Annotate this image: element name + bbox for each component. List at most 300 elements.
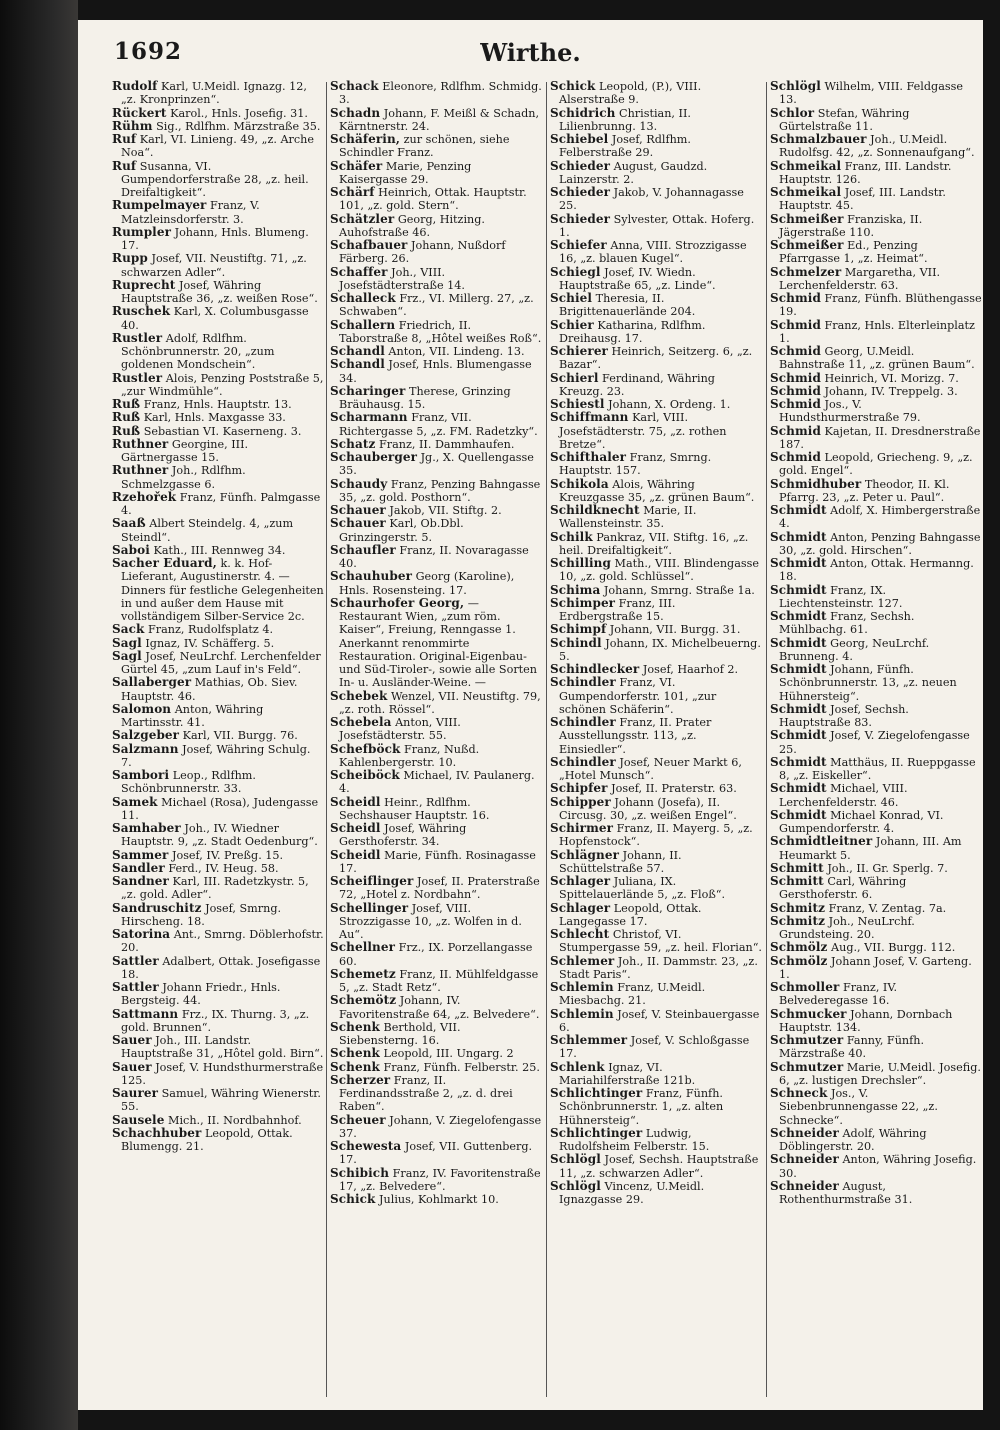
entry-surname: Salzgeber: [112, 728, 180, 743]
entry-details: Adolf, Rdlfhm. Schönbrunnerstr. 20, „zum goldenen Mondschein“.: [121, 331, 275, 372]
directory-entry: [112, 411, 324, 424]
entry-surname: Schmidhuber: [770, 476, 862, 491]
directory-entry: [550, 1180, 762, 1207]
directory-entry: [550, 411, 762, 451]
directory-entry: [770, 385, 982, 398]
directory-entry: [330, 690, 542, 717]
entry-details: Kath., III. Rennweg 34.: [153, 543, 286, 557]
entry-surname: Samek: [112, 794, 158, 809]
entry-details: Friedrich, II. Taborstraße 8, „Hôtel weißes Roß“.: [339, 318, 542, 345]
entry-details: Johann, X. Ordeng. 1.: [608, 398, 731, 411]
entry-surname: Sambori: [112, 768, 170, 782]
directory-entry: [330, 385, 542, 412]
entry-surname: Sammer: [112, 847, 169, 862]
entry-details: — Restaurant Wien, „zum röm. Kaiser“, Freiung, Renngasse 1. Anerkannt renommirte Restauration. Original-Eigenbau- und Süd-Tiroler-, sowie alle Sorten In- u. Ausländer-Weine. —: [339, 596, 537, 690]
entry-surname: Scherzer: [330, 1072, 391, 1087]
entry-details: Josef, Sechsh. Hauptstraße 83.: [779, 702, 909, 729]
directory-entry: [770, 1061, 982, 1088]
directory-entry: [550, 160, 762, 187]
entry-surname: Rupp: [112, 251, 148, 266]
entry-surname: Sattmann: [112, 1006, 179, 1021]
entry-details: Karol., Hnls. Josefig. 31.: [170, 106, 308, 120]
entry-surname: Salomon: [112, 701, 172, 716]
entry-surname: Schmitz: [770, 913, 826, 928]
directory-entry: [330, 186, 542, 213]
directory-entry: [550, 451, 762, 478]
entry-surname: Ruf: [112, 158, 137, 173]
entry-surname: Rumpler: [112, 224, 172, 239]
entry-details: Mich., II. Nordbahnhof.: [168, 1113, 302, 1127]
directory-entry: [112, 623, 324, 636]
directory-entry: [112, 676, 324, 703]
column-3: [550, 80, 762, 1400]
directory-entry: [770, 398, 982, 425]
directory-entry: [550, 955, 762, 982]
entry-details: Karl, VI. Linieng. 49, „z. Arche Noa“.: [121, 133, 314, 160]
directory-entry: [330, 213, 542, 240]
entry-details: Leopold, Ottak. Blumengg. 21.: [121, 1126, 293, 1153]
entry-details: Albert Steindelg. 4, „zum Steindl“.: [121, 517, 294, 544]
directory-entry: [550, 478, 762, 505]
directory-entry: [770, 875, 982, 902]
entry-surname: Schlägner: [550, 847, 620, 862]
directory-entry: [330, 597, 542, 690]
directory-entry: [112, 637, 324, 650]
entry-details: Karl, III. Radetzkystr. 5, „z. gold. Adler“.: [121, 875, 309, 902]
entry-details: Franz, Penzing Bahngasse 35, „z. gold. Posthorn“.: [339, 477, 541, 504]
entry-surname: Ruf: [112, 132, 137, 146]
entry-surname: Rückert: [112, 105, 167, 120]
column-divider: [546, 82, 547, 1397]
entry-surname: Schauhuber: [330, 569, 412, 584]
directory-entry: [550, 398, 762, 411]
directory-entry: [770, 981, 982, 1008]
directory-entry: [112, 464, 324, 491]
entry-details: Leopold, Ottak. Langegasse 17.: [559, 901, 702, 928]
entry-surname: Schauberger: [330, 450, 417, 464]
directory-entry: [770, 107, 982, 134]
entry-surname: Schenk: [330, 1019, 380, 1034]
directory-entry: [112, 729, 324, 742]
directory-entry: [112, 133, 324, 160]
entry-details: Alois, Währing Kreuzgasse 35, „z. grünen Baum“.: [559, 477, 755, 504]
entry-surname: Schmidt: [770, 728, 827, 743]
entry-details: Anton, Penzing Bahngasse 30, „z. gold. Hirschen“.: [779, 530, 981, 557]
directory-entry: [770, 319, 982, 346]
entry-details: Vincenz, U.Meidl. Ignazgasse 29.: [559, 1179, 705, 1206]
directory-entry: [770, 1008, 982, 1035]
directory-entry: [770, 239, 982, 266]
column-2: [330, 80, 542, 1400]
entry-details: Johann, Nußdorf Färberg. 26.: [339, 239, 506, 266]
entry-surname: Schilling: [550, 556, 611, 570]
directory-entry: [330, 319, 542, 346]
directory-entry: [550, 676, 762, 716]
entry-details: Wenzel, VII. Neustiftg. 79, „z. roth. Rössel“.: [339, 689, 541, 716]
directory-entry: [112, 796, 324, 823]
directory-entry: [112, 955, 324, 982]
entry-surname: Sacher Eduard,: [112, 556, 217, 570]
directory-entry: [330, 941, 542, 968]
entry-details: Franz, IX. Liechtensteinstr. 127.: [779, 583, 903, 610]
entry-surname: Schieder: [550, 185, 611, 199]
directory-entry: [330, 345, 542, 358]
entry-surname: Schauer: [330, 516, 386, 531]
entry-details: Josef, VII. Neustiftg. 71, „z. schwarzen Adler“.: [121, 252, 307, 279]
directory-entry: [112, 438, 324, 465]
entry-details: Julius, Kohlmarkt 10.: [379, 1193, 499, 1206]
directory-entry: [112, 902, 324, 929]
entry-details: k. k. Hof-Lieferant, Augustinerstr. 4. — Dinners für festliche Gelegenheiten in und außer dem Hause mit vollständigem Silber-Service 2c.: [121, 557, 324, 623]
directory-entry: [330, 358, 542, 385]
entry-surname: Schiegl: [550, 264, 601, 279]
directory-entry: [550, 239, 762, 266]
entry-surname: Schack: [330, 80, 379, 93]
entry-details: Franz, Hnls. Elterleinplatz 1.: [779, 318, 975, 345]
entry-details: Michael, IV. Paulanerg. 4.: [339, 769, 535, 796]
directory-entry: [330, 716, 542, 743]
entry-details: Leopold, Griecheng. 9, „z. gold. Engel“.: [779, 451, 973, 478]
entry-surname: Schlichtinger: [550, 1086, 643, 1100]
entry-surname: Schlenk: [550, 1059, 605, 1074]
entry-details: Heinr., Rdlfhm. Sechshauser Hauptstr. 16.: [339, 795, 490, 822]
directory-entry: [330, 133, 542, 160]
directory-entry: [770, 955, 982, 982]
entry-details: Josef, III. Landstr. Hauptstr. 45.: [779, 186, 946, 213]
entry-surname: Schick: [550, 80, 596, 93]
directory-entry: [330, 743, 542, 770]
entry-surname: Sausele: [112, 1112, 165, 1127]
directory-entry: [550, 1153, 762, 1180]
entry-details: Karl, Ob.Dbl. Grinzingerstr. 5.: [339, 517, 464, 544]
entry-details: Ignaz, IV. Schäfferg. 5.: [145, 636, 275, 650]
entry-surname: Schmidt: [770, 781, 827, 796]
entry-details: Franz, II. Dammhaufen.: [379, 437, 515, 451]
directory-entry: [770, 478, 982, 505]
entry-details: Marie, Fünfh. Rosinagasse 17.: [339, 848, 536, 875]
entry-details: Theodor, II. Kl. Pfarrg. 23, „z. Peter u. Paul“.: [779, 477, 950, 504]
directory-entry: [330, 1114, 542, 1141]
entry-surname: Schirmer: [550, 821, 614, 835]
directory-entry: [770, 835, 982, 862]
entry-details: Frz., VI. Millerg. 27, „z. Schwaben“.: [339, 292, 534, 319]
directory-entry: [550, 345, 762, 372]
entry-details: Josef, VIII. Strozzigasse 10, „z. Wolfen in d. Au“.: [339, 901, 522, 941]
entry-details: Josef, NeuLrchf. Lerchenfelder Gürtel 45, „zum Lauf in's Feld“.: [121, 649, 321, 676]
entry-surname: Schimpf: [550, 622, 607, 637]
entry-details: Anton, VIII. Josefstädterstr. 55.: [339, 716, 461, 743]
entry-surname: Schmitt: [770, 860, 824, 875]
entry-details: Therese, Grinzing Bräuhausg. 15.: [339, 384, 511, 411]
entry-details: Franz, VI. Gumpendorferstr. 101, „zur schönen Schäferin“.: [559, 676, 717, 716]
entry-details: Fanny, Fünfh. Märzstraße 40.: [779, 1034, 925, 1061]
directory-page: [78, 20, 983, 1410]
entry-details: Franz, Fünfh. Palmgasse 4.: [121, 490, 321, 517]
directory-entry: [112, 120, 324, 133]
entry-details: Franz, Smrng. Hauptstr. 157.: [559, 451, 712, 478]
column-1: [112, 80, 324, 1400]
entry-surname: Ruschek: [112, 304, 171, 319]
directory-entry: [112, 981, 324, 1008]
entry-details: Anton, Ottak. Hermanng. 18.: [779, 557, 974, 584]
directory-entry: [112, 398, 324, 411]
directory-entry: [550, 504, 762, 531]
entry-surname: Schmölz: [770, 940, 828, 955]
entry-details: Heinrich, Seitzerg. 6, „z. Bazar“.: [559, 345, 753, 372]
entry-surname: Schachhuber: [112, 1125, 202, 1140]
directory-entry: [330, 875, 542, 902]
entry-surname: Sandner: [112, 874, 169, 888]
page-title: Wirthe.: [480, 38, 581, 67]
directory-entry: [330, 544, 542, 571]
directory-entry: [112, 1034, 324, 1061]
entry-surname: Rustler: [112, 370, 163, 385]
entry-surname: Sattler: [112, 953, 159, 968]
entry-details: Franz, Hnls. Hauptstr. 13.: [143, 398, 292, 411]
directory-entry: [112, 305, 324, 332]
entry-details: Johann, Smrng. Straße 1a.: [603, 583, 755, 597]
entry-details: Franz, II. Ferdinandsstraße 2, „z. d. drei Raben“.: [339, 1073, 513, 1114]
entry-surname: Scheiflinger: [330, 874, 414, 888]
entry-surname: Schindler: [550, 675, 616, 690]
entry-details: Carl, Währing Gersthoferstr. 6.: [779, 875, 907, 902]
entry-details: Ferd., IV. Heug. 58.: [168, 861, 279, 875]
directory-entry: [770, 637, 982, 664]
entry-surname: Schmid: [770, 383, 821, 398]
entry-details: Michael, VIII. Lerchenfelderstr. 46.: [779, 782, 908, 809]
entry-details: Franz, II. Mayerg. 5, „z. Hopfenstock“.: [559, 822, 753, 849]
entry-details: Karl, VIII. Josefstädterstr. 75, „z. rothen Bretze“.: [559, 411, 727, 451]
entry-surname: Schlemin: [550, 980, 614, 994]
directory-entry: [330, 478, 542, 505]
directory-entry: [770, 133, 982, 160]
entry-details: Joh., II. Dammstr. 23, „z. Stadt Paris“.: [559, 954, 758, 981]
entry-surname: Ruprecht: [112, 277, 176, 292]
directory-entry: [330, 411, 542, 438]
entry-surname: Ruthner: [112, 436, 169, 451]
entry-surname: Schmidt: [770, 754, 827, 769]
directory-entry: [770, 292, 982, 319]
directory-entry: [770, 756, 982, 783]
entry-surname: Sattler: [112, 980, 159, 994]
directory-entry: [770, 1127, 982, 1154]
directory-entry: [550, 822, 762, 849]
entry-surname: Schemötz: [330, 993, 397, 1008]
entry-details: Frz., IX. Thurng. 3, „z. gold. Brunnen“.: [121, 1007, 310, 1034]
directory-entry: [550, 557, 762, 584]
entry-surname: Saurer: [112, 1086, 159, 1100]
entry-details: Leopold, (P.), VIII. Alserstraße 9.: [559, 80, 702, 107]
entry-details: Ant., Smrng. Döblerhofstr. 20.: [121, 928, 324, 955]
entry-details: Berthold, VII. Siebensterng. 16.: [339, 1020, 461, 1047]
entry-surname: Schlager: [550, 874, 611, 888]
entry-surname: Schemetz: [330, 966, 396, 981]
directory-entry: [770, 782, 982, 809]
directory-entry: [550, 1008, 762, 1035]
entry-surname: Rühm: [112, 118, 153, 133]
directory-entry: [112, 1061, 324, 1088]
entry-surname: Schindlecker: [550, 662, 640, 676]
entry-details: Joh., III. Landstr. Hauptstraße 31, „Hôtel gold. Birn“.: [121, 1034, 324, 1061]
entry-surname: Schiestl: [550, 397, 605, 411]
entry-surname: Sallaberger: [112, 675, 192, 690]
entry-details: Margaretha, VII. Lerchenfelderstr. 63.: [779, 265, 941, 292]
directory-entry: [112, 1008, 324, 1035]
entry-details: August, Gaudzd. Lainzerstr. 2.: [559, 159, 708, 186]
entry-details: Jos., V. Siebenbrunnengasse 22, „z. Schnecke“.: [779, 1087, 938, 1127]
entry-surname: Schaurhofer Georg,: [330, 595, 465, 610]
entry-details: Franz, III. Erdbergstraße 15.: [559, 596, 676, 623]
entry-surname: Schmoller: [770, 980, 840, 994]
entry-details: Johann, VII. Burgg. 31.: [609, 623, 741, 637]
entry-surname: Schärf: [330, 185, 375, 199]
entry-surname: Schmutzer: [770, 1059, 844, 1074]
entry-details: Leop., Rdlfhm. Schönbrunnerstr. 33.: [121, 769, 256, 796]
entry-details: Marie, Penzing Kaisergasse 29.: [339, 159, 472, 186]
entry-details: Jos., V. Hundsthurmerstraße 79.: [779, 398, 921, 425]
entry-details: Anton, VII. Lindeng. 13.: [388, 345, 525, 358]
entry-surname: Schiefer: [550, 238, 607, 252]
directory-entry: [112, 849, 324, 862]
entry-details: Michael (Rosa), Judengasse 11.: [121, 795, 319, 822]
entry-surname: Scharmann: [330, 410, 408, 425]
directory-entry: [770, 1087, 982, 1127]
entry-surname: Schatz: [330, 436, 376, 451]
entry-surname: Schmid: [770, 423, 821, 438]
entry-surname: Schilk: [550, 529, 593, 544]
entry-surname: Schmid: [770, 450, 821, 464]
entry-surname: Schindl: [550, 635, 602, 650]
directory-entry: [550, 213, 762, 240]
entry-details: Ferdinand, Währing Kreuzg. 23.: [559, 371, 715, 398]
entry-details: Franz, Fünfh. Schönbrunnerstr. 1, „z. alten Hühnersteig“.: [559, 1087, 724, 1127]
entry-surname: Schmidt: [770, 635, 827, 650]
entry-details: Mathias, Ob. Siev. Hauptstr. 46.: [121, 676, 298, 703]
entry-surname: Schmidt: [770, 662, 827, 676]
directory-entry: [550, 133, 762, 160]
entry-surname: Schneider: [770, 1125, 839, 1140]
entry-surname: Schmölz: [770, 953, 828, 968]
book-spine-shadow: [0, 0, 78, 1430]
entry-details: Josef, IV. Wiedn. Hauptstraße 65, „z. Linde“.: [559, 265, 716, 292]
entry-surname: Schindler: [550, 715, 616, 729]
directory-entry: [770, 729, 982, 756]
directory-entry: [112, 491, 324, 518]
directory-entry: [770, 345, 982, 372]
entry-details: Anton, Währing Josefig. 30.: [779, 1153, 977, 1180]
entry-surname: Schmidt: [770, 503, 827, 517]
directory-entry: [550, 292, 762, 319]
directory-entry: [330, 517, 542, 544]
directory-entry: [330, 451, 542, 478]
directory-entry: [770, 915, 982, 942]
entry-details: Franz, U.Meidl. Miesbachg. 21.: [559, 981, 706, 1008]
directory-entry: [550, 319, 762, 346]
entry-details: Pankraz, VII. Stiftg. 16, „z. heil. Dreifaltigkeit“.: [559, 530, 749, 557]
entry-details: Adalbert, Ottak. Josefigasse 18.: [121, 954, 321, 981]
entry-details: Franz, Sechsh. Mühlbachg. 61.: [779, 610, 915, 637]
directory-entry: [550, 756, 762, 783]
entry-surname: Schäfer: [330, 158, 383, 173]
entry-details: Joh., U.Meidl. Rudolfsg. 42, „z. Sonnenaufgang“.: [779, 133, 975, 160]
entry-details: Johann Friedr., Hnls. Bergsteig. 44.: [121, 981, 281, 1008]
entry-surname: Schafbauer: [330, 238, 408, 252]
entry-details: Josef, VII. Guttenberg. 17.: [339, 1140, 533, 1167]
entry-surname: Schmitz: [770, 900, 826, 915]
directory-entry: [770, 941, 982, 954]
directory-entry: [330, 968, 542, 995]
entry-surname: Rumpelmayer: [112, 198, 207, 213]
entry-surname: Schmidt: [770, 556, 827, 570]
entry-surname: Schlemer: [550, 953, 615, 968]
column-divider: [326, 82, 327, 1397]
entry-surname: Schieder: [550, 158, 611, 173]
directory-entry: [330, 849, 542, 876]
directory-entry: [112, 928, 324, 955]
entry-surname: Sandruschitz: [112, 900, 202, 915]
directory-entry: [112, 875, 324, 902]
entry-surname: Schebek: [330, 688, 388, 703]
entry-surname: Schneider: [770, 1178, 839, 1193]
entry-details: Josef, IV. Preßg. 15.: [171, 848, 284, 862]
entry-details: Eleonore, Rdlfhm. Schmidg. 3.: [339, 80, 542, 107]
directory-entry: [550, 663, 762, 676]
directory-entry: [330, 1061, 542, 1074]
directory-entry: [770, 862, 982, 875]
entry-details: Ignaz, VI. Mariahilferstraße 121b.: [559, 1060, 696, 1087]
entry-surname: Rudolf: [112, 80, 158, 93]
entry-details: Karl, VII. Burgg. 76.: [182, 729, 298, 743]
entry-surname: Schmelzer: [770, 264, 842, 279]
directory-entry: [330, 504, 542, 517]
directory-entry: [330, 1021, 542, 1048]
entry-surname: Ruthner: [112, 463, 169, 478]
entry-surname: Rzehořek: [112, 489, 177, 504]
entry-details: Ludwig, Rudolfsheim Felberstr. 15.: [559, 1126, 710, 1153]
entry-surname: Schellinger: [330, 900, 409, 915]
entry-details: Juliana, IX. Spittelauerlände 5, „z. Floß“.: [559, 875, 726, 902]
entry-surname: Schipper: [550, 794, 611, 809]
entry-surname: Schallern: [330, 317, 396, 332]
entry-surname: Sandler: [112, 860, 165, 875]
entry-surname: Schenk: [330, 1046, 380, 1061]
directory-entry: [330, 160, 542, 187]
entry-surname: Schalleck: [330, 291, 396, 305]
entry-details: Georg, NeuLrchf. Brunneng. 4.: [779, 636, 930, 663]
entry-surname: Schmidt: [770, 701, 827, 716]
entry-surname: Saboi: [112, 542, 150, 557]
entry-surname: Schmucker: [770, 1006, 847, 1021]
entry-details: Samuel, Währing Wienerstr. 55.: [121, 1087, 321, 1114]
entry-surname: Scheidl: [330, 821, 381, 835]
entry-details: Aug., VII. Burgg. 112.: [831, 941, 956, 955]
entry-surname: Schlor: [770, 105, 815, 120]
entry-details: Johann, Hnls. Blumeng. 17.: [121, 225, 309, 252]
directory-entry: [330, 1047, 542, 1060]
entry-details: zur schönen, siehe Schindler Franz.: [339, 133, 510, 160]
directory-entry: [112, 107, 324, 120]
directory-entry: [330, 438, 542, 451]
entry-surname: Schmeikal: [770, 158, 842, 173]
directory-entry: [550, 637, 762, 664]
entry-details: Karl, Hnls. Maxgasse 33.: [143, 411, 286, 425]
directory-entry: [770, 372, 982, 385]
directory-entry: [330, 822, 542, 849]
directory-entry: [550, 186, 762, 213]
entry-details: Joh., Rdlfhm. Schmelzgasse 6.: [121, 464, 246, 491]
entry-details: Franz, V. Matzleinsdorferstr. 3.: [121, 199, 260, 226]
entry-details: Christof, VI. Stumpergasse 59, „z. heil. Florian“.: [559, 928, 762, 955]
